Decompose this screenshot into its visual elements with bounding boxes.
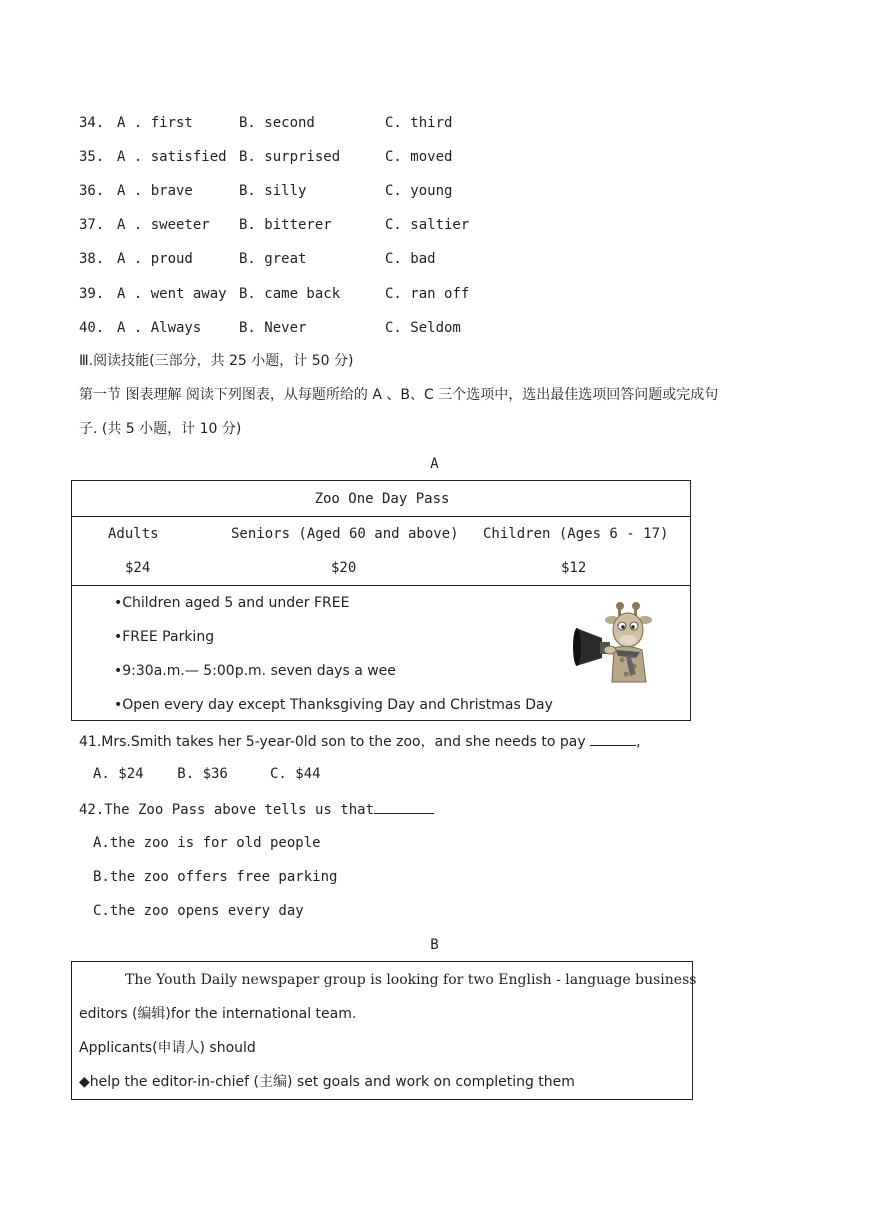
option-b: B. silly [239, 183, 307, 199]
option-number: 34. [79, 115, 105, 131]
zoo-pass-table [71, 480, 691, 721]
option-number: 40. [79, 320, 105, 336]
question-41-end: , [636, 734, 641, 750]
option-a: A . sweeter [117, 217, 210, 233]
table-divider [72, 585, 690, 586]
header-children: Children (Ages 6 - 17) [483, 526, 669, 542]
option-c: C. ran off [385, 286, 470, 302]
bullet-open-days: •Open every day except Thanksgiving Day and Christmas Day [114, 697, 553, 713]
option-b: B. came back [239, 286, 341, 302]
price-seniors: $20 [331, 560, 357, 576]
passage-b-line1: The Youth Daily newspaper group is looking for two English - language business [125, 972, 697, 988]
option-number: 35. [79, 149, 105, 165]
question-42-option-c: C.the zoo opens every day [93, 903, 304, 919]
question-42-option-a: A.the zoo is for old people [93, 835, 321, 851]
header-seniors: Seniors (Aged 60 and above) [231, 526, 459, 542]
option-a: A . proud [117, 251, 193, 267]
header-adults: Adults [108, 526, 159, 542]
option-a: A . first [117, 115, 193, 131]
option-b: B. second [239, 115, 315, 131]
question-41 [79, 731, 641, 749]
option-a: A . brave [117, 183, 193, 199]
option-number: 36. [79, 183, 105, 199]
question-41-blank [590, 731, 636, 746]
question-41-options: A. $24 B. $36 C. $44 [93, 766, 321, 782]
option-a: A . went away [117, 286, 227, 302]
option-number: 37. [79, 217, 105, 233]
zoo-pass-title: Zoo One Day Pass [314, 491, 450, 507]
option-b: B. great [239, 251, 307, 267]
passage-b-box [71, 961, 697, 1100]
part1-instructions-line1: 第一节 图表理解 阅读下列图表，从每题所给的 A 、B、C 三个选项中，选出最佳选项回答问题或完成句 [79, 387, 719, 403]
option-c: C. third [385, 115, 453, 131]
option-b: B. bitterer [239, 217, 332, 233]
passage-b-line2: editors (编辑)for the international team. [79, 1006, 357, 1022]
option-c: C. young [385, 183, 453, 199]
option-number: 38. [79, 251, 105, 267]
option-c: C. Seldom [385, 320, 461, 336]
section-heading: Ⅲ.阅读技能(三部分，共 25 小题，计 50 分) [79, 353, 354, 369]
passage-b-line4: ◆help the editor-in-chief (主编) set goals and work on completing them [79, 1074, 575, 1090]
price-children: $12 [561, 560, 587, 576]
option-c: C. moved [385, 149, 453, 165]
question-42-blank [374, 799, 434, 814]
question-42-option-b: B.the zoo offers free parking [93, 869, 338, 885]
option-a: A . satisfied [117, 149, 227, 165]
price-adults: $24 [125, 560, 151, 576]
giraffe-megaphone-icon [572, 598, 664, 686]
option-b: B. Never [239, 320, 307, 336]
question-42-stem: 42.The Zoo Pass above tells us that [79, 802, 375, 818]
passage-b-label: B [430, 937, 439, 953]
option-c: C. bad [385, 251, 436, 267]
option-number: 39. [79, 286, 105, 302]
bullet-children-free: •Children aged 5 and under FREE [114, 595, 350, 611]
option-c: C. saltier [385, 217, 470, 233]
question-41-stem: 41.Mrs.Smith takes her 5-year-0ld son to the zoo，and she needs to pay [79, 734, 586, 750]
option-b: B. surprised [239, 149, 341, 165]
passage-a-label: A [430, 456, 439, 472]
part1-instructions-line2: 子. (共 5 小题，计 10 分) [79, 421, 242, 437]
bullet-hours: •9:30a.m.— 5:00p.m. seven days a wee [114, 663, 396, 679]
table-divider [72, 516, 690, 517]
passage-b-line3: Applicants(申请人) should [79, 1040, 256, 1056]
question-42 [79, 799, 434, 817]
option-a: A . Always [117, 320, 202, 336]
bullet-free-parking: •FREE Parking [114, 629, 215, 645]
